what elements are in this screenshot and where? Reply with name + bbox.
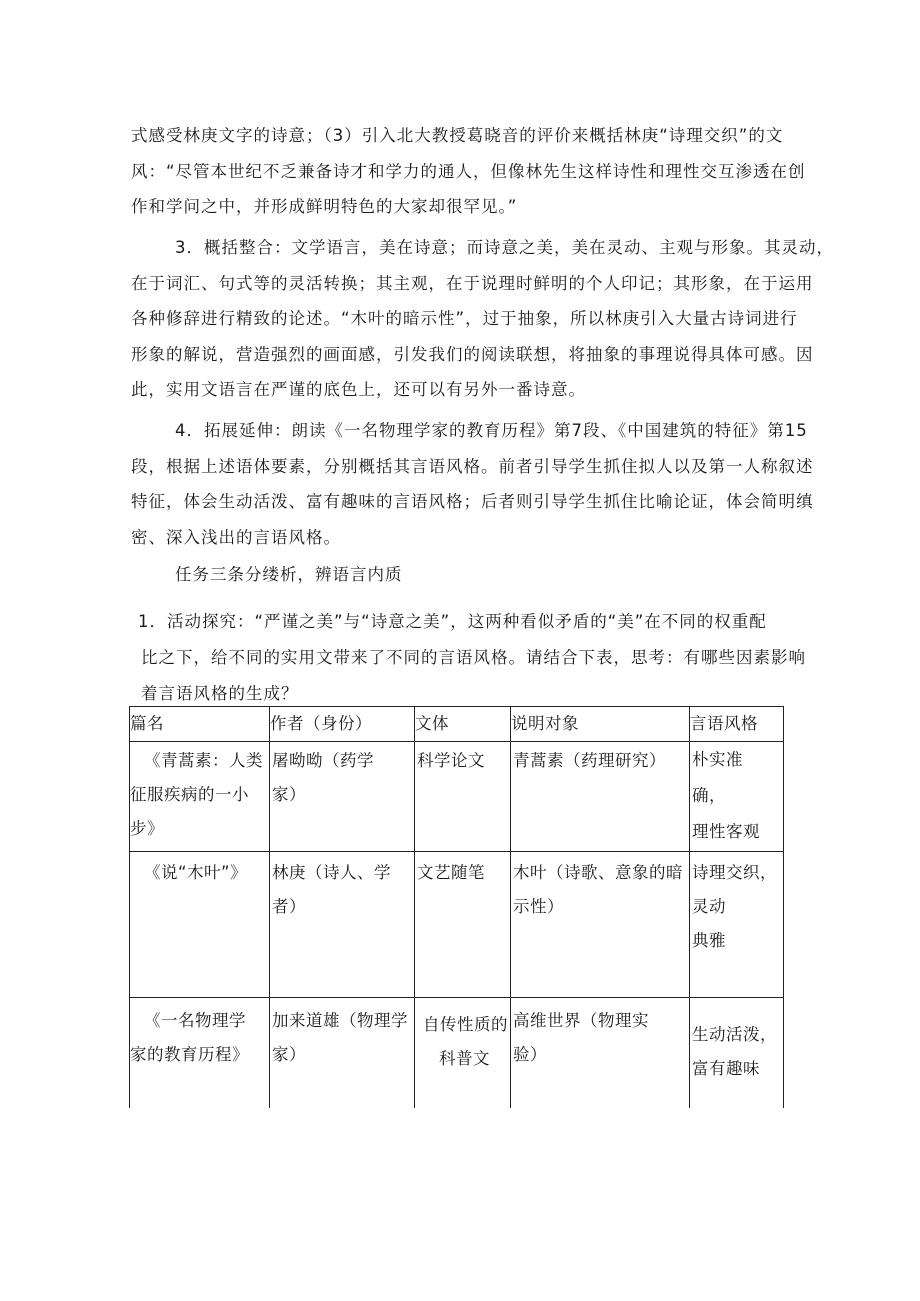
text-line: 段，根据上述语体要素，分别概括其言语风格。前者引导学生抓住拟人以及第一人称叙述	[131, 456, 814, 476]
cell-title	[130, 852, 270, 998]
cell-line: 家的教育历程》	[130, 1045, 249, 1064]
cell-line: 理性客观	[692, 822, 760, 841]
cell-line: 自传性质的	[423, 1015, 508, 1034]
text-line: 密、深入浅出的言语风格。	[131, 527, 341, 547]
header-author: 作者（身份）	[270, 707, 415, 742]
cell-author	[270, 998, 415, 1108]
activity-paragraph	[138, 604, 806, 712]
cell-line: 《青蒿素：人类	[144, 751, 263, 770]
cell-line: 富有趣味	[692, 1059, 760, 1078]
header-title: 篇名	[130, 707, 270, 742]
cell-line: 林庚（诗人、学	[272, 863, 391, 882]
paragraph-quote	[131, 118, 806, 225]
cell-title	[130, 742, 270, 852]
cell-object	[511, 742, 690, 852]
cell-title	[130, 998, 270, 1108]
text-line: 此，实用文语言在严谨的底色上，还可以有另外一番诗意。	[131, 380, 586, 399]
cell-line: 《说“木叶”》	[144, 863, 248, 882]
table-row	[130, 852, 784, 998]
paragraph-extension	[131, 413, 814, 555]
header-genre: 文体	[415, 707, 511, 742]
text-line: 在于词汇、句式等的灵活转换；其主观，在于说理时鲜明的个人印记；其形象，在于运用	[131, 273, 814, 293]
paragraph-summary	[131, 230, 834, 408]
text-line: 式感受林庚文字的诗意；（3）引入北大教授葛晓音的评价来概括林庚“诗理交织”的文	[131, 126, 784, 145]
task-heading: 任务三条分缕析，辨语言内质	[175, 565, 403, 584]
cell-style	[690, 852, 784, 998]
style-comparison-table	[129, 706, 784, 1108]
cell-line: 科学论文	[417, 751, 485, 770]
cell-line: 确，	[692, 786, 726, 805]
cell-line: 朴实准	[692, 750, 743, 769]
cell-line: 家）	[272, 785, 306, 804]
text-line: 各种修辞进行精致的论述。“木叶的暗示性”，过于抽象，所以林庚引入大量古诗词进行	[131, 309, 798, 328]
table-row	[130, 998, 784, 1108]
cell-genre	[415, 998, 511, 1108]
cell-style	[690, 998, 784, 1108]
cell-line: 科普文	[439, 1049, 490, 1068]
cell-line: 者）	[272, 897, 306, 916]
table-row	[130, 742, 784, 852]
cell-style	[690, 742, 784, 852]
cell-line: 青蒿素（药理研究）	[513, 751, 666, 770]
cell-genre	[415, 742, 511, 852]
cell-line: 灵动	[692, 897, 726, 916]
cell-line: 生动活泼，	[692, 1025, 777, 1044]
cell-line: 高维世界（物理实	[513, 1011, 649, 1030]
cell-line: 家）	[272, 1045, 306, 1064]
cell-line: 屠呦呦（药学	[272, 751, 374, 770]
table-header-row	[130, 707, 784, 742]
text-line: 作和学问之中，并形成鲜明特色的大家却很罕见。”	[131, 197, 518, 216]
text-line: 风：“尽管本世纪不乏兼备诗才和学力的通人，但像林先生这样诗性和理性交互渗透在创	[131, 161, 806, 181]
cell-line: 验）	[513, 1045, 547, 1064]
cell-line: 示性）	[513, 897, 564, 916]
cell-line: 典雅	[692, 931, 726, 950]
cell-genre	[415, 852, 511, 998]
text-line: 4．拓展延伸：朗读《一名物理学家的教育历程》第7段、《中国建筑的特征》第15	[175, 421, 808, 440]
cell-line: 征服疾病的一小	[130, 785, 249, 804]
cell-line: 木叶（诗歌、意象的暗	[513, 863, 683, 882]
header-style: 言语风格	[690, 707, 784, 742]
cell-line: 加来道雄（物理学	[272, 1011, 408, 1030]
header-object: 说明对象	[511, 707, 690, 742]
cell-line: 文艺随笔	[417, 863, 485, 882]
text-line: 比之下，给不同的实用文带来了不同的言语风格。请结合下表，思考：有哪些因素影响	[141, 648, 806, 667]
cell-line: 诗理交织，	[692, 863, 777, 882]
cell-line: 《一名物理学	[144, 1011, 246, 1030]
cell-author	[270, 742, 415, 852]
cell-object	[511, 852, 690, 998]
text-line: 着言语风格的生成？	[141, 684, 299, 703]
text-line: 特征，体会生动活泼、富有趣味的言语风格；后者则引导学生抓住比喻论证，体会简明缜	[131, 492, 814, 511]
text-line: 形象的解说，营造强烈的画面感，引发我们的阅读联想，将抽象的事理说得具体可感。因	[131, 344, 814, 364]
text-line: 3．概括整合：文学语言，美在诗意；而诗意之美，美在灵动、主观与形象。其灵动，	[175, 238, 834, 257]
cell-author	[270, 852, 415, 998]
text-line: 1．活动探究：“严谨之美”与“诗意之美”，这两种看似矛盾的“美”在不同的权重配	[138, 612, 767, 631]
cell-line: 步》	[130, 819, 164, 838]
cell-object	[511, 998, 690, 1108]
